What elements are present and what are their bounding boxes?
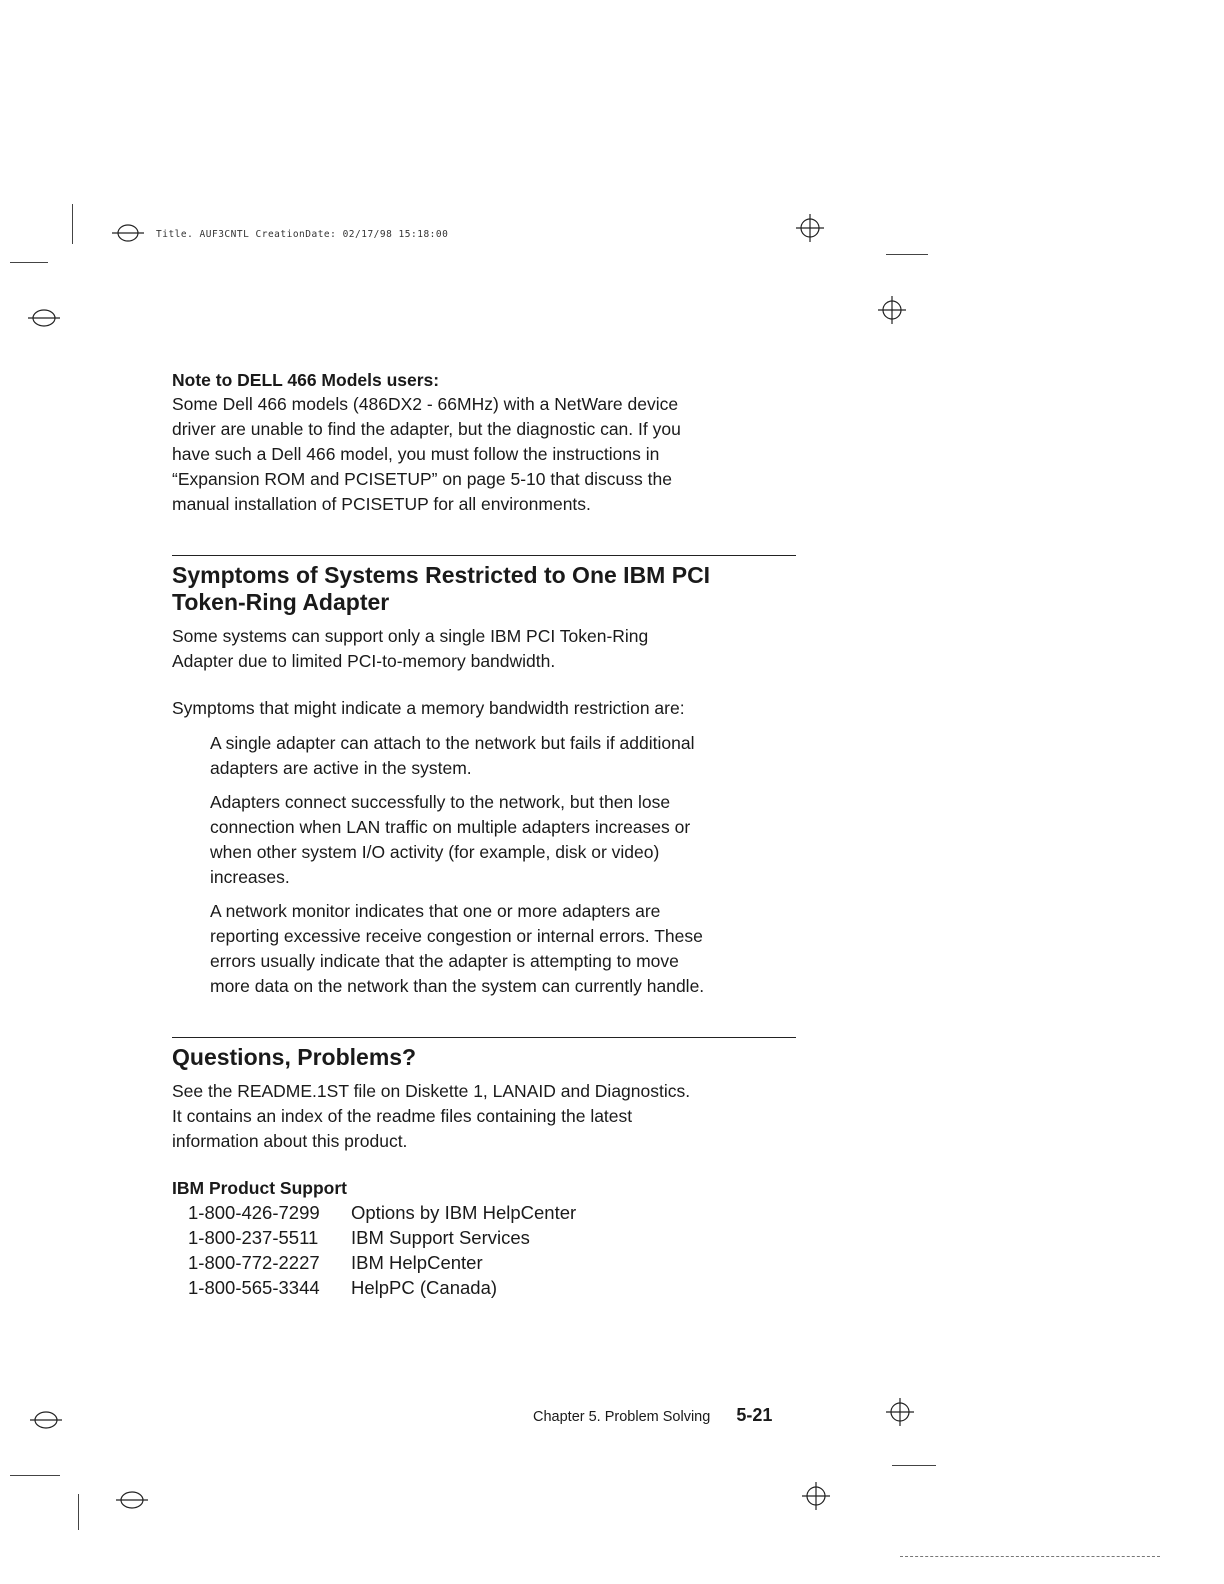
crop-line xyxy=(900,1556,1160,1557)
symptom-line: connection when LAN traffic on multiple adapters increases or xyxy=(210,817,691,837)
contact-name: Options by IBM HelpCenter xyxy=(351,1202,577,1223)
page-content xyxy=(172,368,812,1300)
contact-phone: 1-800-426-7299 xyxy=(188,1202,320,1223)
page-number: 5-21 xyxy=(736,1405,773,1425)
note-line: Some Dell 466 models (486DX2 - 66MHz) with a NetWare device xyxy=(172,394,679,414)
crosshair-mark-icon xyxy=(800,1480,832,1512)
note-paragraph xyxy=(172,392,812,517)
crop-line xyxy=(10,262,48,263)
section-title-line: Symptoms of Systems Restricted to One IBM PCI xyxy=(172,562,711,588)
support-heading: IBM Product Support xyxy=(172,1178,347,1198)
symptom-line: when other system I/O activity (for example, disk or video) xyxy=(210,842,660,862)
support-contact-row xyxy=(188,1275,812,1300)
support-contact-row xyxy=(188,1225,812,1250)
symptom-item xyxy=(210,899,812,999)
symptom-line: increases. xyxy=(210,867,290,887)
questions-section-title: Questions, Problems? xyxy=(172,1044,417,1070)
note-line: driver are unable to find the adapter, but the diagnostic can. If you xyxy=(172,419,681,439)
contact-name: HelpPC (Canada) xyxy=(351,1277,498,1298)
section-rule xyxy=(172,1037,796,1038)
questions-line: See the README.1ST file on Diskette 1, LANAID and Diagnostics. xyxy=(172,1081,691,1101)
crop-line xyxy=(886,254,928,255)
note-line: “Expansion ROM and PCISETUP” on page 5-10 that discuss the xyxy=(172,469,672,489)
support-contact-row xyxy=(188,1250,812,1275)
contact-phone: 1-800-772-2227 xyxy=(188,1252,320,1273)
contact-name: IBM Support Services xyxy=(351,1227,530,1248)
registration-mark-icon xyxy=(114,1488,150,1512)
symptoms-intro xyxy=(172,624,812,674)
crop-line xyxy=(10,1475,60,1476)
questions-line: information about this product. xyxy=(172,1131,408,1151)
symptom-line: errors usually indicate that the adapter is attempting to move xyxy=(210,951,679,971)
support-contact-row xyxy=(188,1200,812,1225)
crosshair-mark-icon xyxy=(884,1396,916,1428)
symptom-line: reporting excessive receive congestion or internal errors. These xyxy=(210,926,703,946)
symptom-line: A single adapter can attach to the network but fails if additional xyxy=(210,733,695,753)
footer-chapter: Chapter 5. Problem Solving xyxy=(533,1409,711,1425)
questions-paragraph xyxy=(172,1079,812,1154)
registration-mark-icon xyxy=(26,306,62,330)
crop-line xyxy=(78,1494,79,1530)
crop-line xyxy=(892,1465,936,1466)
symptom-line: A network monitor indicates that one or more adapters are xyxy=(210,901,661,921)
symptoms-lead: Symptoms that might indicate a memory bandwidth restriction are: xyxy=(172,698,685,718)
intro-line: Adapter due to limited PCI-to-memory bandwidth. xyxy=(172,651,556,671)
crosshair-mark-icon xyxy=(876,294,908,326)
crop-line xyxy=(72,204,73,244)
section-rule xyxy=(172,555,796,556)
registration-mark-icon xyxy=(110,222,146,244)
symptoms-section-title xyxy=(172,562,812,616)
note-line: manual installation of PCISETUP for all environments. xyxy=(172,494,591,514)
page-header-meta: Title. AUF3CNTL CreationDate: 02/17/98 15:18:00 xyxy=(156,229,449,240)
note-heading: Note to DELL 466 Models users: xyxy=(172,370,440,390)
symptom-line: more data on the network than the system can currently handle. xyxy=(210,976,705,996)
crosshair-mark-icon xyxy=(794,212,826,244)
symptom-line: adapters are active in the system. xyxy=(210,758,472,778)
section-title-line: Token-Ring Adapter xyxy=(172,589,390,615)
page-footer xyxy=(533,1405,772,1426)
symptom-line: Adapters connect successfully to the network, but then lose xyxy=(210,792,671,812)
contact-phone: 1-800-565-3344 xyxy=(188,1277,320,1298)
symptom-item xyxy=(210,731,812,781)
support-contact-list xyxy=(172,1200,812,1300)
registration-mark-icon xyxy=(28,1408,64,1432)
contact-phone: 1-800-237-5511 xyxy=(188,1227,319,1248)
note-line: have such a Dell 466 model, you must follow the instructions in xyxy=(172,444,660,464)
intro-line: Some systems can support only a single IBM PCI Token-Ring xyxy=(172,626,649,646)
symptom-item xyxy=(210,790,812,890)
questions-line: It contains an index of the readme files containing the latest xyxy=(172,1106,633,1126)
contact-name: IBM HelpCenter xyxy=(351,1252,483,1273)
